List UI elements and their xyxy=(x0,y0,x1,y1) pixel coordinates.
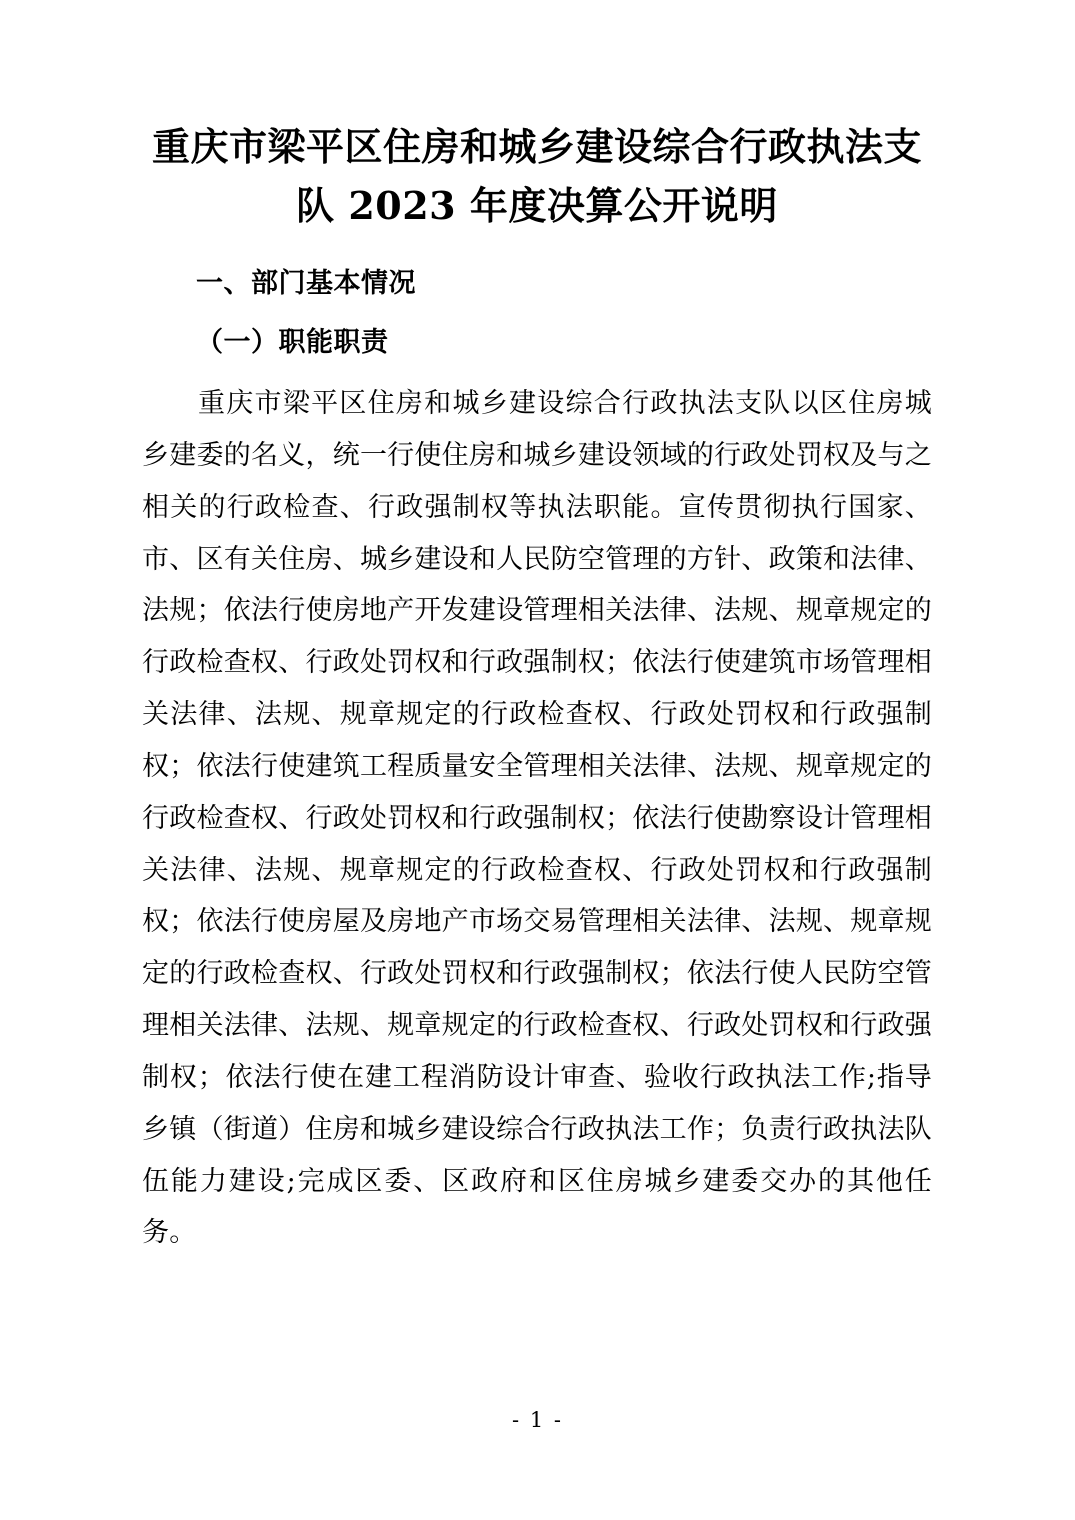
section-heading: 一、部门基本情况 xyxy=(196,267,416,299)
body-paragraph: 重庆市梁平区住房和城乡建设综合行政执法支队以区住房城乡建委的名义，统一行使住房和城乡建设领域的行政处罚权及与之相关的行政检查、行政强制权等执法职能。宣传贯彻执行国家、市、区有关住房、城乡建设和人民防空管理的方针、政策和法律、法规；依法行使房地产开发建设管理相关法律、法规、规章规定的行政检查权、行政处罚权和行政强制权；依法行使建筑市场管理相关法律、法规、规章规定的行政检查权、行政处罚权和行政强制权；依法行使建筑工程质量安全管理相关法律、法规、规章规定的行政检查权、行政处罚权和行政强制权；依法行使勘察设计管理相关法律、法规、规章规定的行政检查权、行政处罚权和行政强制权；依法行使房屋及房地产市场交易管理相关法律、法规、规章规定的行政检查权、行政处罚权和行政强制权；依法行使人民防空管理相关法律、法规、规章规定的行政检查权、行政处罚权和行政强制权；依法行使在建工程消防设计审查、验收行政执法工作;指导乡镇（街道）住房和城乡建设综合行政执法工作；负责行政执法队伍能力建设;完成区委、区政府和区住房城乡建委交办的其他任务。 xyxy=(142,388,932,1249)
page-title: 重庆市梁平区住房和城乡建设综合行政执法支队 2023 年度决算公开说明 xyxy=(151,124,922,228)
subsection-heading: （一）职能职责 xyxy=(196,326,389,358)
page-number: - 1 - xyxy=(512,1408,563,1432)
document-body xyxy=(142,118,932,1259)
